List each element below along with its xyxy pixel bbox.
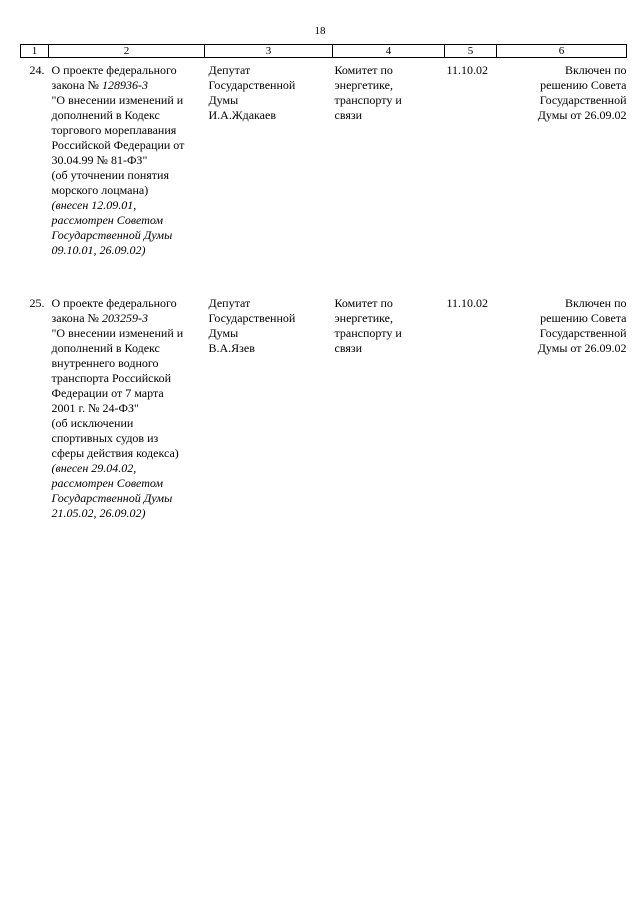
committee-line: связи [334,108,363,122]
bill-title-line: Российской Федерации от [51,138,185,152]
column-number-3: 3 [205,45,333,58]
decision-line: Думы от 26.09.02 [537,341,627,355]
column-number-5: 5 [445,45,497,58]
bill-history-line: Государственной Думы [51,491,173,505]
column-number-2: 2 [49,45,205,58]
bill-title-line: спортивных судов из [51,431,159,445]
bill-title-cell [49,63,205,296]
committee-line: энергетике, [334,311,394,325]
date-cell: 11.10.02 [446,296,489,310]
bill-history-line: 09.10.01, 26.09.02) [51,243,146,257]
decision-line: решению Совета [540,311,627,325]
bill-title-line: О проекте федерального [51,296,177,310]
bill-title-line: 30.04.99 № 81-ФЗ" [51,153,148,167]
committee-line: транспорту и [334,326,402,340]
entry-number: 25. [29,296,45,310]
decision-cell [497,296,627,559]
bill-number-line [52,78,205,93]
author-line: Государственной [208,78,296,92]
committee-line: транспорту и [334,93,402,107]
table-row [21,63,627,296]
bill-history-line: (внесен 12.09.01, [51,198,137,212]
bill-title-line: (об исключении [51,416,134,430]
committee-cell [333,296,445,559]
decision-line: Государственной [539,326,627,340]
committee-line: Комитет по [334,296,393,310]
bill-history-line: рассмотрен Советом [51,213,164,227]
committee-cell [333,63,445,296]
bill-title-line: морского лоцмана) [51,183,149,197]
bill-title-line: сферы действия кодекса) [51,446,179,460]
decision-cell [497,63,627,296]
bill-title-line: "О внесении изменений и [51,93,184,107]
bill-number-line [52,311,205,326]
committee-line: связи [334,341,363,355]
author-line: Государственной [208,311,296,325]
bill-title-line: "О внесении изменений и [51,326,184,340]
decision-line: Думы от 26.09.02 [537,108,627,122]
bill-title-line: О проекте федерального [51,63,177,77]
author-cell [205,296,333,559]
author-line: Думы [208,93,239,107]
bill-history-line: 21.05.02, 26.09.02) [51,506,146,520]
date-cell: 11.10.02 [446,63,489,77]
bill-title-line: торгового мореплавания [51,123,177,137]
author-line: Депутат [208,63,251,77]
column-number-6: 6 [497,45,627,58]
bill-number-prefix: закона № [51,311,102,325]
decision-line: Включен по [564,296,627,310]
page-number: 18 [314,25,326,37]
author-line: Думы [208,326,239,340]
bill-title-line: (об уточнении понятия [51,168,169,182]
bill-title-cell [49,296,205,559]
entry-number: 24. [29,63,45,77]
bill-history-line: Государственной Думы [51,228,173,242]
bill-history-line: рассмотрен Советом [51,476,164,490]
author-cell [205,63,333,296]
bill-number: 203259-3 [101,311,148,325]
column-number-4: 4 [333,45,445,58]
decision-line: Государственной [539,93,627,107]
bill-number-prefix: закона № [51,78,102,92]
bill-number: 128936-3 [101,78,148,92]
bill-title-line: 2001 г. № 24-ФЗ" [51,401,139,415]
decision-line: Включен по [564,63,627,77]
column-number-header-row [21,45,627,58]
author-line: И.А.Ждакаев [208,108,276,122]
bill-history-line: (внесен 29.04.02, [51,461,137,475]
author-line: В.А.Язев [208,341,255,355]
committee-line: Комитет по [334,63,393,77]
bill-title-line: транспорта Российской [51,371,172,385]
author-line: Депутат [208,296,251,310]
bills-table [20,44,627,559]
bill-title-line: дополнений в Кодекс [51,341,160,355]
bill-title-line: Федерации от 7 марта [51,386,164,400]
bill-title-line: внутреннего водного [51,356,159,370]
committee-line: энергетике, [334,78,394,92]
column-number-1: 1 [21,45,49,58]
bill-title-line: дополнений в Кодекс [51,108,160,122]
table-row [21,296,627,559]
decision-line: решению Совета [540,78,627,92]
